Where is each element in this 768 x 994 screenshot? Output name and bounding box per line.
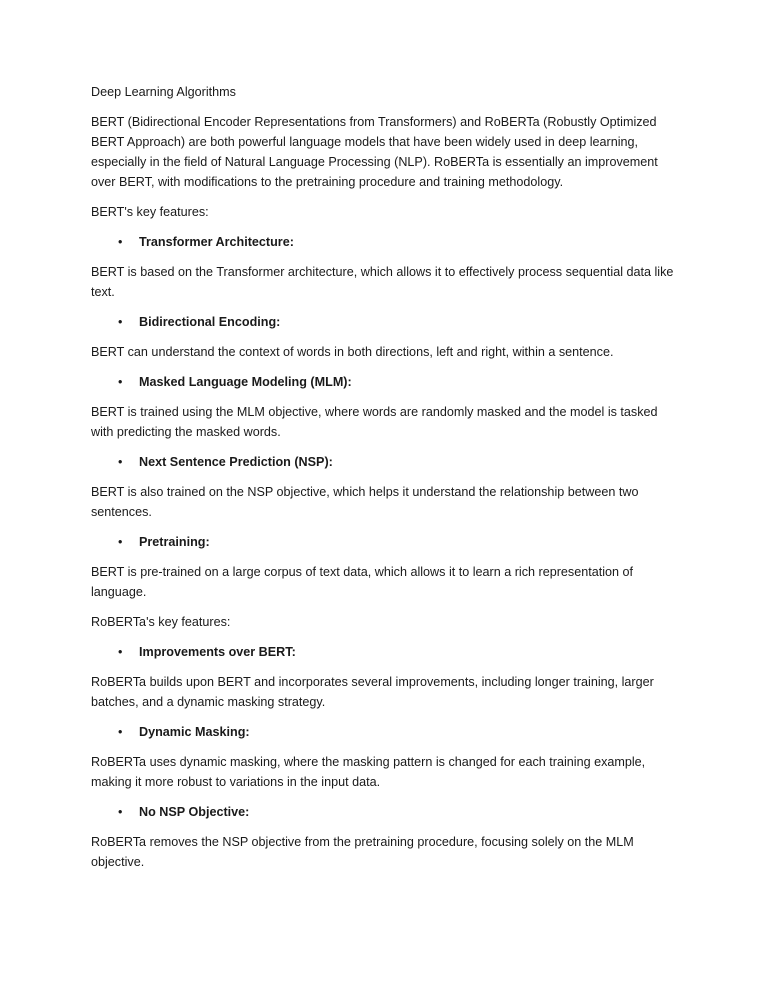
bullet-term: Dynamic Masking: <box>139 725 250 739</box>
item-description: RoBERTa uses dynamic masking, where the masking pattern is changed for each training example, making it more robust to variations in the input data. <box>91 755 646 789</box>
bullet-icon: • <box>118 725 123 739</box>
item-description: BERT is trained using the MLM objective, where words are randomly masked and the model is tasked with predicting the masked words. <box>91 405 658 439</box>
bullet-term: Next Sentence Prediction (NSP): <box>139 455 333 469</box>
bullet-term: No NSP Objective: <box>139 805 250 819</box>
bullet-term: Bidirectional Encoding: <box>139 315 281 329</box>
bullet-item <box>91 532 677 552</box>
bullet-item <box>91 452 677 472</box>
item-description: BERT is based on the Transformer architecture, which allows it to effectively process sequential data like text. <box>91 265 674 299</box>
bullet-item <box>91 232 677 252</box>
intro-paragraph: BERT (Bidirectional Encoder Representations from Transformers) and RoBERTa (Robustly Optimized BERT Approach) are both powerful language models that have been widely used in deep learning, especially in the field of Natural Language Processing (NLP). RoBERTa is essentially an improvement over BERT, with modifications to the pretraining procedure and training methodology. <box>91 115 658 189</box>
bullet-term: Improvements over BERT: <box>139 645 296 659</box>
bullet-icon: • <box>118 455 123 469</box>
bullet-icon: • <box>118 805 123 819</box>
bullet-item <box>91 372 677 392</box>
item-description: RoBERTa removes the NSP objective from the pretraining procedure, focusing solely on the MLM objective. <box>91 835 634 869</box>
bullet-item <box>91 312 677 332</box>
document-title: Deep Learning Algorithms <box>91 85 236 99</box>
bullet-term: Transformer Architecture: <box>139 235 294 249</box>
bullet-item <box>91 722 677 742</box>
bullet-icon: • <box>118 645 123 659</box>
bullet-icon: • <box>118 375 123 389</box>
section-heading-bert: BERT's key features: <box>91 205 209 219</box>
bullet-icon: • <box>118 235 123 249</box>
bullet-item <box>91 642 677 662</box>
section-heading-roberta: RoBERTa's key features: <box>91 615 231 629</box>
item-description: BERT is also trained on the NSP objective, which helps it understand the relationship between two sentences. <box>91 485 639 519</box>
item-description: BERT can understand the context of words in both directions, left and right, within a sentence. <box>91 345 614 359</box>
bullet-icon: • <box>118 535 123 549</box>
item-description: BERT is pre-trained on a large corpus of text data, which allows it to learn a rich representation of language. <box>91 565 634 599</box>
bullet-item <box>91 802 677 822</box>
item-description: RoBERTa builds upon BERT and incorporates several improvements, including longer training, larger batches, and a dynamic masking strategy. <box>91 675 654 709</box>
bullet-term: Masked Language Modeling (MLM): <box>139 375 352 389</box>
bullet-icon: • <box>118 315 123 329</box>
bullet-term: Pretraining: <box>139 535 210 549</box>
